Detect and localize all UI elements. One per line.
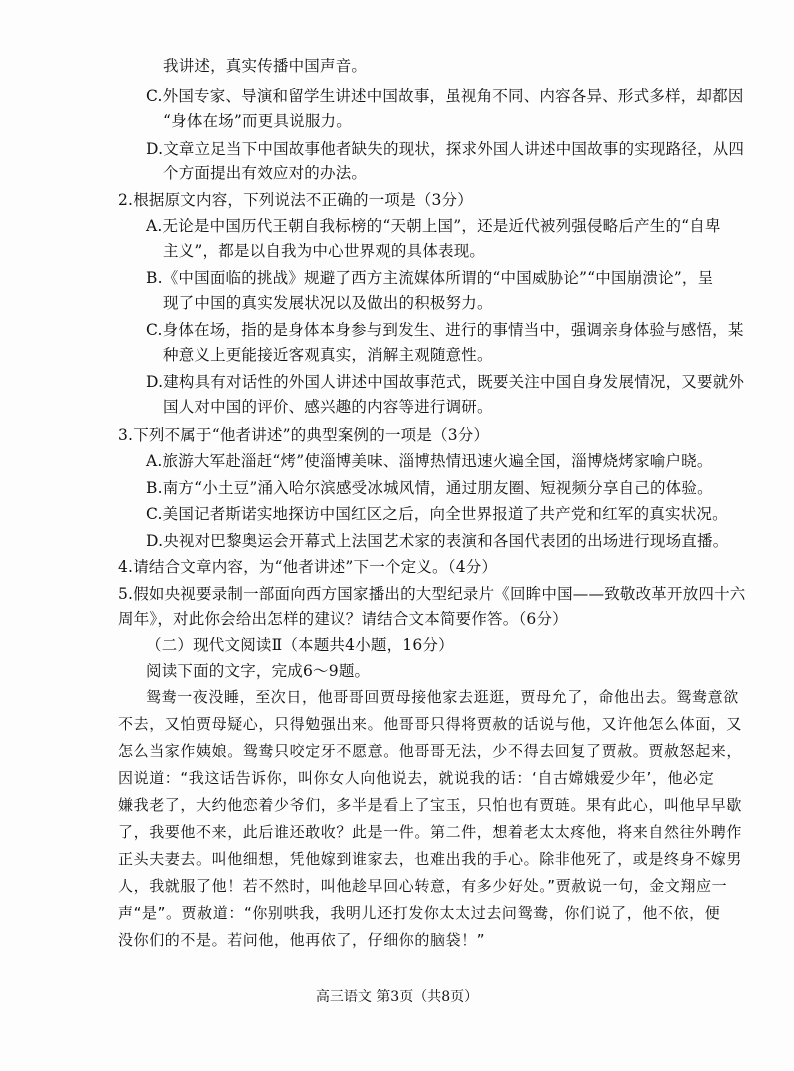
passage-line: 不去，又怕贾母疑心，只得勉强出来。他哥哥只得将贾赦的话说与他，又许他怎么体面，又 [118, 715, 743, 733]
section-2-instruction: 阅读下面的文字，完成6～9题。 [146, 662, 371, 680]
q2-option-b-line1: B.《中国面临的挑战》规避了西方主流媒体所谓的“中国威胁论”“中国崩溃论”，呈 [146, 269, 714, 287]
passage-line: 嫌我老了，大约他恋着少爷们，多半是看上了宝玉，只怕也有贾琏。果有此心，叫他早早歇 [118, 796, 743, 814]
q5-stem-line1: 5.假如央视要录制一部面向西方国家播出的大型纪录片《回眸中国——致敬改革开放四十六 [118, 585, 746, 603]
passage-line: 人，我就服了他！若不然时，叫他趁早回心转意，有多少好处。”贾赦说一句，金文翔应一 [118, 877, 728, 895]
passage-line: 声“是”。贾赦道：“你别哄我，我明儿还打发你太太过去问鸳鸯，你们说了，他不依，便 [118, 904, 721, 922]
q3-option-c: C.美国记者斯诺实地探访中国红区之后，向全世界报道了共产党和红军的真实状况。 [146, 505, 728, 523]
passage-line: 正头夫妻去。叫他细想，凭他嫁到谁家去，也难出我的手心。除非他死了，或是终身不嫁男 [118, 850, 743, 868]
q2-stem: 2.根据原文内容，下列说法不正确的一项是（3分） [118, 191, 473, 209]
q2-option-d-line2: 国人对中国的评价、感兴趣的内容等进行调研。 [163, 398, 493, 416]
q2-option-a-line1: A.无论是中国历代王朝自我标榜的“天朝上国”，还是近代被列强侵略后产生的“自卑 [146, 217, 721, 235]
q1-option-d-line2: 个方面提出有效应对的办法。 [163, 164, 368, 182]
q3-stem: 3.下列不属于“他者讲述”的典型案例的一项是（3分） [118, 426, 490, 444]
q3-option-a: A.旅游大军赴淄赶“烤”使淄博美味、淄博热情迅速火遍全国，淄博烧烤家喻户晓。 [146, 452, 713, 470]
q2-option-a-line2: 主义”，都是以自我为中心世界观的具体表现。 [163, 242, 486, 260]
q1-option-b-continued: 我讲述，真实传播中国声音。 [163, 57, 368, 75]
q2-option-b-line2: 现了中国的真实发展状况以及做出的积极努力。 [163, 294, 493, 312]
passage-line: 没你们的不是。若问他，他再依了，仔细你的脑袋！” [118, 931, 486, 949]
passage-line: 了，我要他不来，此后谁还敢收？此是一件。第二件，想着老太太疼他，将来自然往外聘作 [118, 823, 743, 841]
q1-option-c-line1: C.外国专家、导演和留学生讲述中国故事，虽视角不同、内容各异、形式多样，却都因 [146, 87, 744, 105]
q2-option-c-line1: C.身体在场，指的是身体本身参与到发生、进行的事情当中，强调亲身体验与感悟，某 [146, 321, 744, 339]
passage-line: 因说道：“我这话告诉你，叫你女人向他说去，就说我的话：‘自古嫦娥爱少年’，他必定 [118, 769, 715, 787]
q3-option-b: B.南方“小土豆”涌入哈尔滨感受冰城风情，通过朋友圈、短视频分享自己的体验。 [146, 479, 713, 497]
q2-option-c-line2: 种意义上更能接近客观真实，消解主观随意性。 [163, 346, 493, 364]
q4-stem: 4.请结合文章内容，为“他者讲述”下一个定义。（4分） [118, 558, 498, 576]
section-2-heading: （二）现代文阅读Ⅱ（本题共4小题，16分） [146, 636, 454, 654]
q3-option-d: D.央视对巴黎奥运会开幕式上法国艺术家的表演和各国代表团的出场进行现场直播。 [146, 532, 729, 550]
q5-stem-line2: 周年》，对此你会给出怎样的建议？请结合文本简要作答。（6分） [118, 610, 568, 628]
passage-line: 鸳鸯一夜没睡，至次日，他哥哥回贾母接他家去逛逛，贾母允了，命他出去。鸳鸯意欲 [146, 688, 739, 706]
q1-option-c-line2: “身体在场”而更具说服力。 [163, 112, 352, 130]
q2-option-d-line1: D.建构具有对话性的外国人讲述中国故事范式，既要关注中国自身发展情况，又要就外 [146, 373, 745, 391]
passage-line: 怎么当家作姨娘。鸳鸯只咬定牙不愿意。他哥哥无法，少不得去回复了贾赦。贾赦怒起来， [118, 742, 743, 760]
page-footer: 高三语文 第3页（共8页） [315, 989, 479, 1005]
q1-option-d-line1: D.文章立足当下中国故事他者缺失的现状，探求外国人讲述中国故事的实现路径，从四 [146, 140, 745, 158]
